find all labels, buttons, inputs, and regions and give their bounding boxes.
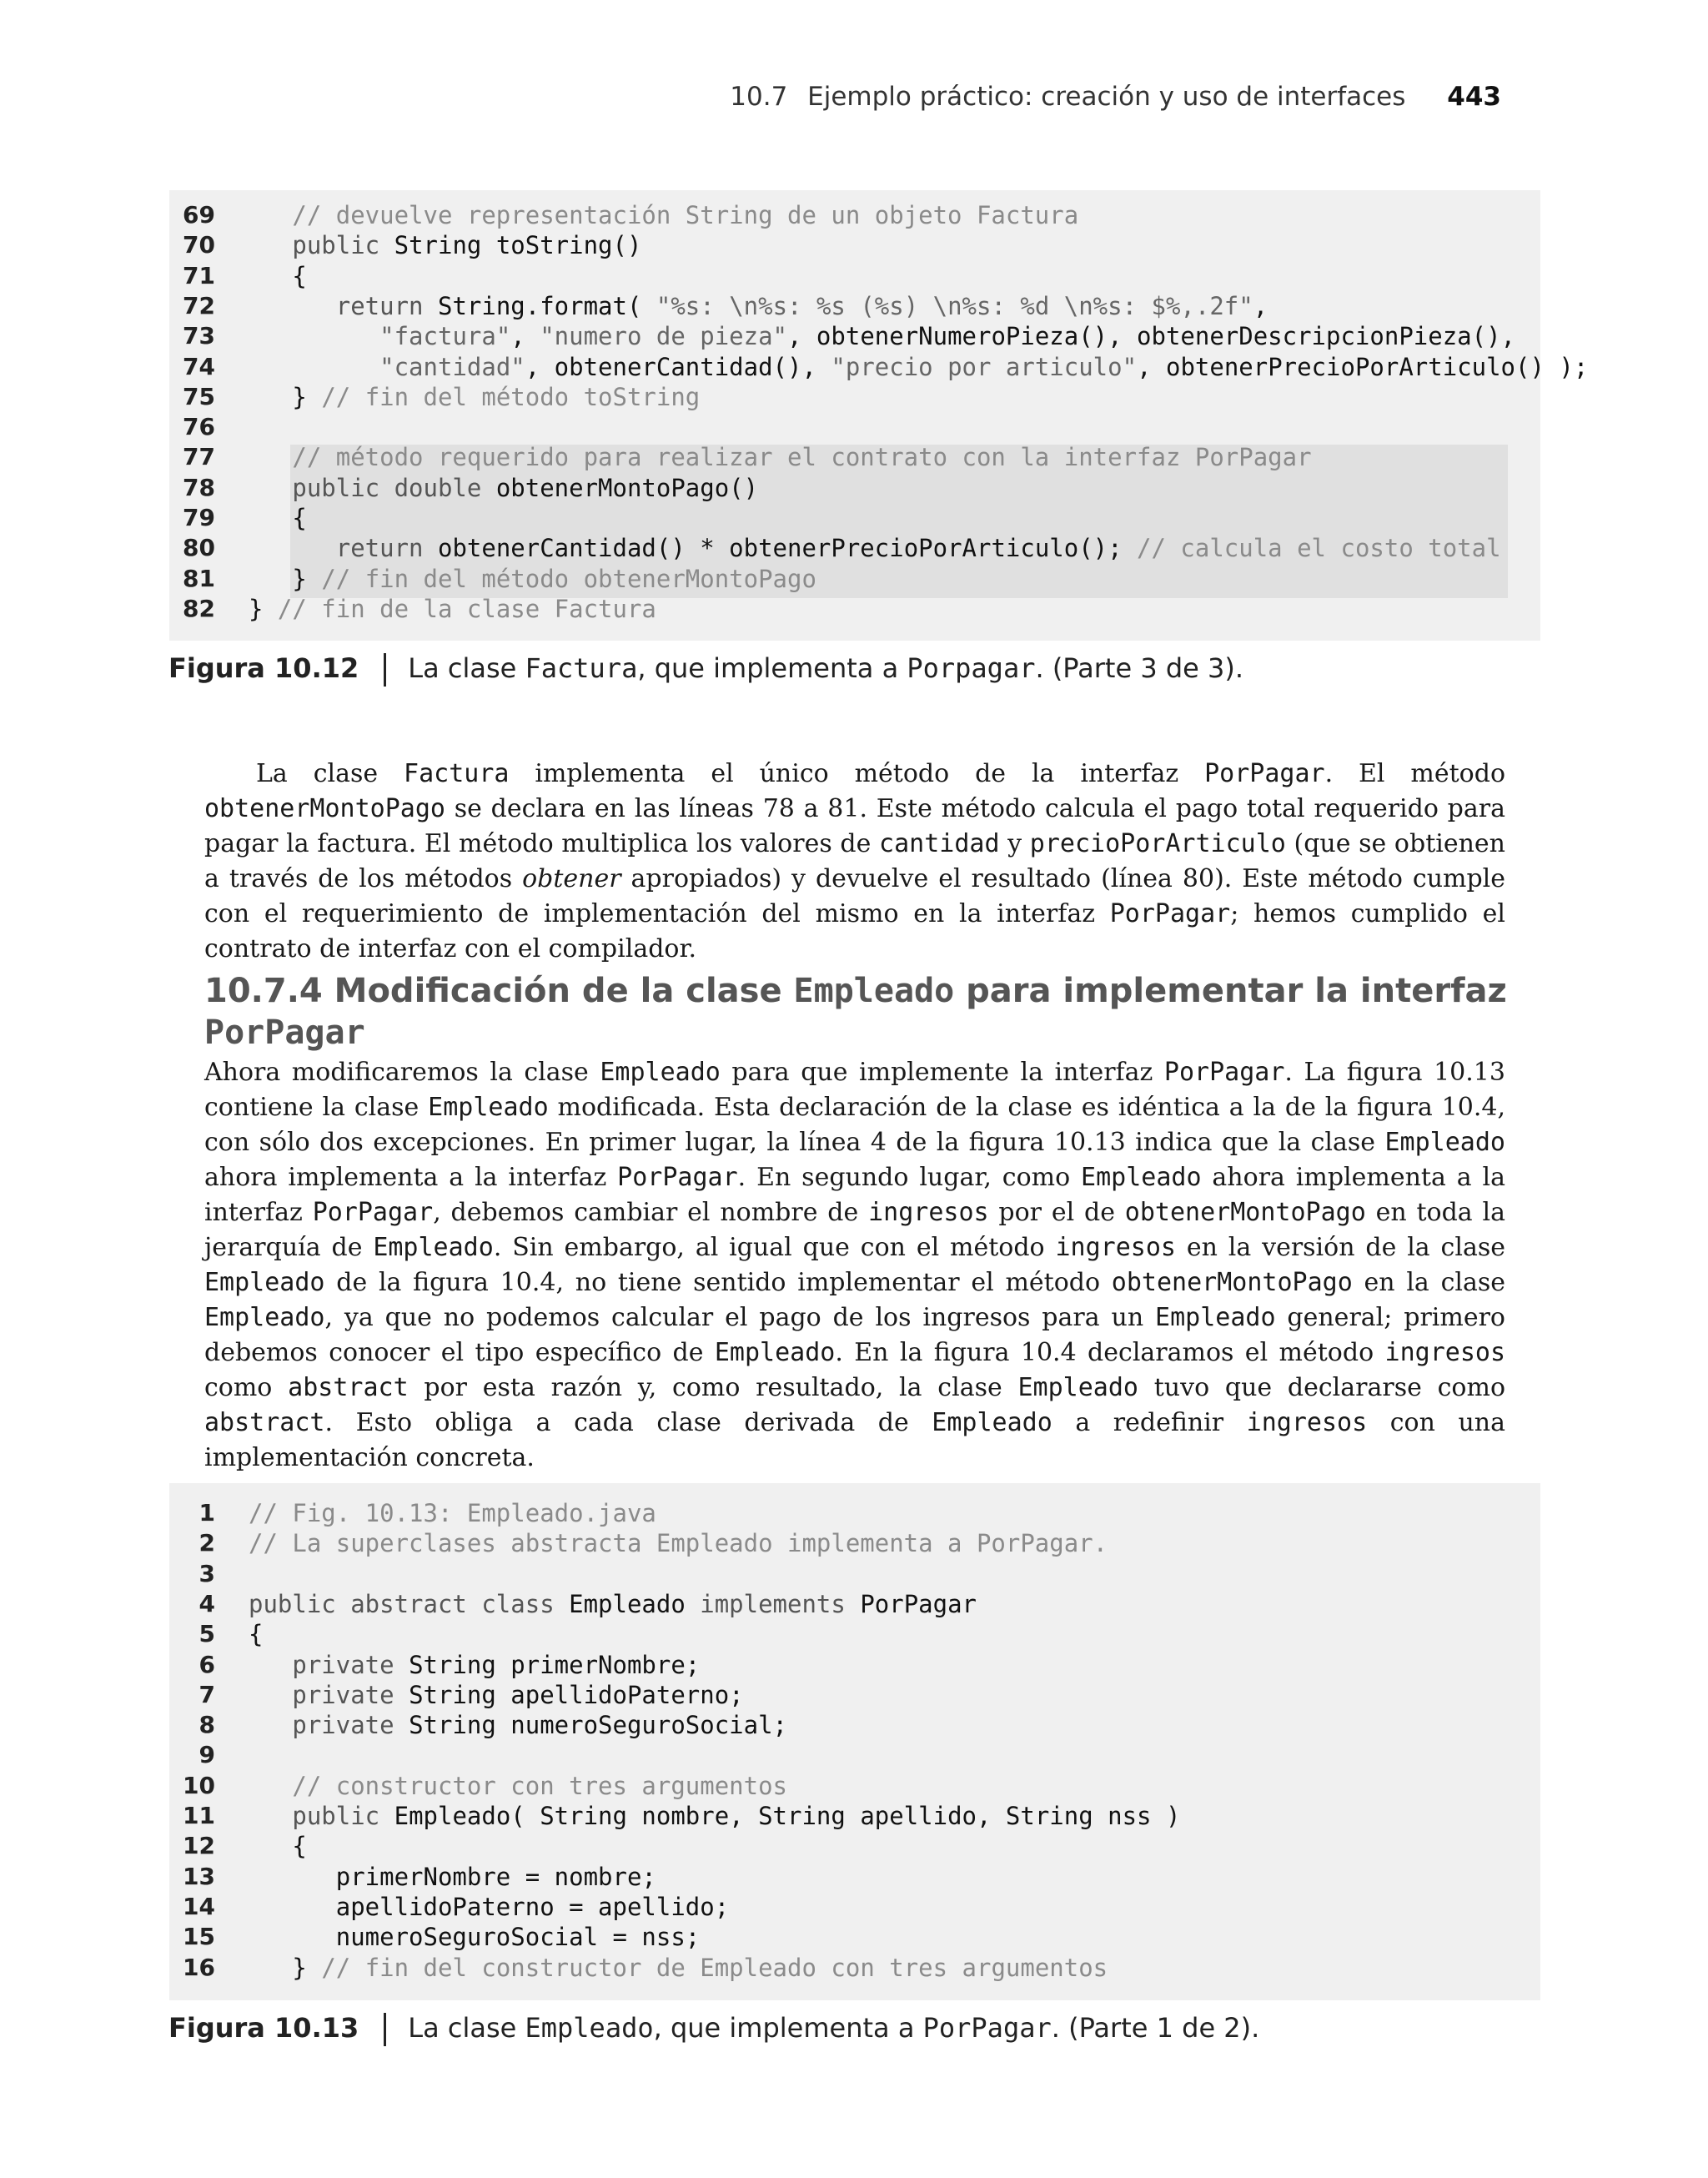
line-number: 1: [198, 1499, 215, 1527]
code-text: return String.format( "%s: \n%s: %s (%s) \n%s: %d \n%s: $%,.2f",: [249, 291, 1268, 320]
code-text: apellidoPaterno = apellido;: [249, 1892, 730, 1921]
line-number: 82: [183, 594, 215, 622]
line-number: 12: [183, 1832, 215, 1860]
code-line: [169, 1801, 1537, 1831]
code-line: [169, 1892, 1537, 1922]
code-text: } // fin del método obtenerMontoPago: [249, 564, 816, 593]
caption-divider: [384, 653, 386, 687]
code-line: [169, 594, 1537, 624]
line-number: 2: [198, 1529, 215, 1557]
code-line: [169, 291, 1537, 321]
code-line: [169, 1498, 1537, 1528]
figure-caption-10-12: Figura 10.12 La clase Factura, que implementa a Porpagar. (Parte 3 de 3).: [168, 652, 1243, 687]
code-line: [169, 1831, 1537, 1861]
code-line: [169, 230, 1537, 260]
code-line: [169, 200, 1537, 230]
line-number: 16: [183, 1953, 215, 1981]
code-text: {: [249, 1832, 307, 1861]
code-text: private String apellidoPaterno;: [249, 1680, 744, 1709]
body-paragraph-1: [204, 757, 1505, 967]
header-section-title: Ejemplo práctico: creación y uso de interfaces: [807, 82, 1406, 112]
line-number: 8: [198, 1711, 215, 1739]
line-number: 75: [183, 382, 215, 410]
line-number: 72: [183, 291, 215, 319]
paragraph-text: La clase Factura implementa el único método de la interfaz PorPagar. El método obtenerMontoPago se declara en las líneas 78 a 81. Este método calcula el pago total requerido para pagar la factura. El método multiplica los valores de cantidad y precioPorArticulo (que se obtienen a través de los métodos obtener apropiados) y devuelve el resultado (línea 80). Este método cumple con el requerimiento de implementación del mismo en la interfaz PorPagar; hemos cumplido el contrato de interfaz con el compilador.: [204, 759, 1506, 963]
code-text: // constructor con tres argumentos: [249, 1771, 788, 1800]
code-line: [169, 1953, 1537, 1983]
code-text: public Empleado( String nombre, String apellido, String nss ): [249, 1802, 1181, 1830]
page-number: 443: [1447, 82, 1501, 112]
figure-label: Figura 10.13: [168, 2012, 359, 2044]
line-number: 10: [183, 1771, 215, 1799]
line-number: 15: [183, 1923, 215, 1951]
code-text: // Fig. 10.13: Empleado.java: [249, 1499, 656, 1527]
code-text: public String toString(): [249, 231, 642, 260]
code-text: } // fin de la clase Factura: [249, 594, 656, 623]
line-number: 78: [183, 473, 215, 501]
figure-caption-10-13: Figura 10.13 La clase Empleado, que implementa a PorPagar. (Parte 1 de 2).: [168, 2012, 1259, 2046]
code-line: [169, 412, 1537, 442]
code-text: public double obtenerMontoPago(): [249, 473, 759, 502]
code-text: public abstract class Empleado implements PorPagar: [249, 1589, 977, 1618]
line-number: 14: [183, 1892, 215, 1920]
code-text: } // fin del método toString: [249, 382, 701, 411]
caption-divider: [384, 2013, 386, 2046]
code-text: "cantidad", obtenerCantidad(), "precio por articulo", obtenerPrecioPorArticulo() );: [379, 352, 1589, 381]
paragraph-text: Ahora modificaremos la clase Empleado para que implemente la interfaz PorPagar. La figura 10.13 contiene la clase Empleado modificada. Esta declaración de la clase es idéntica a la de la figura 10.4, con sólo dos excepciones. En primer lugar, la línea 4 de la figura 10.13 indica que la clase Empleado ahora implementa a la interfaz PorPagar. En segundo lugar, como Empleado ahora implementa a la interfaz PorPagar, debemos cambiar el nombre de ingresos por el de obtenerMontoPago en toda la jerarquía de Empleado. Sin embargo, al igual que con el método ingresos en la versión de la clase Empleado de la figura 10.4, no tiene sentido implementar el método obtenerMontoPago en la clase Empleado, ya que no podemos calcular el pago de los ingresos para un Empleado general; primero debemos conocer el tipo específico de Empleado. En la figura 10.4 declaramos el método ingresos como abstract por esta razón y, como resultado, la clase Empleado tuvo que declararse como abstract. Esto obliga a cada clase derivada de Empleado a redefinir ingresos con una implementación concreta.: [204, 1058, 1506, 1472]
code-text: numeroSeguroSocial = nss;: [249, 1923, 701, 1952]
line-number: 76: [183, 413, 215, 441]
line-number: 70: [183, 231, 215, 259]
code-text: {: [249, 261, 307, 290]
line-number: 79: [183, 504, 215, 531]
body-paragraph-2: [204, 1055, 1505, 1476]
code-line: [169, 1680, 1537, 1710]
code-text: primerNombre = nombre;: [249, 1862, 656, 1891]
line-number: 9: [198, 1741, 215, 1769]
code-line: [169, 473, 1537, 503]
line-number: 6: [198, 1650, 215, 1678]
line-number: 11: [183, 1802, 215, 1829]
line-number: 69: [183, 201, 215, 229]
code-line: [169, 1710, 1537, 1740]
code-text: return obtenerCantidad() * obtenerPrecioPorArticulo(); // calcula el costo total: [249, 534, 1501, 563]
line-number: 3: [198, 1559, 215, 1587]
code-line: [169, 382, 1537, 412]
code-text: // La superclases abstracta Empleado implementa a PorPagar.: [249, 1529, 1108, 1558]
code-text: // devuelve representación String de un objeto Factura: [249, 201, 1079, 229]
code-line: [169, 261, 1537, 291]
code-text: "factura", "numero de pieza", obtenerNumeroPieza(), obtenerDescripcionPieza(),: [379, 322, 1515, 351]
line-number: 80: [183, 534, 215, 562]
code-line: [169, 1922, 1537, 1952]
code-line: [169, 352, 1589, 382]
code-text: // método requerido para realizar el contrato con la interfaz PorPagar: [249, 443, 1312, 472]
header-section-number: 10.7: [730, 82, 788, 112]
code-line: [169, 321, 1537, 351]
code-listing-factura: [169, 190, 1589, 641]
code-listing-empleado: [169, 1483, 1540, 2000]
line-number: 4: [198, 1589, 215, 1617]
code-line: [169, 564, 1537, 594]
code-line: [169, 1862, 1537, 1892]
code-text: {: [249, 1620, 264, 1649]
code-line: [169, 503, 1537, 533]
code-text: {: [249, 504, 307, 532]
code-line: [169, 1619, 1537, 1649]
code-text: private String numeroSeguroSocial;: [249, 1711, 788, 1740]
code-line: [169, 442, 1537, 472]
code-line: [169, 1740, 1537, 1770]
line-number: 13: [183, 1862, 215, 1890]
code-line: [169, 1559, 1537, 1589]
line-number: 77: [183, 443, 215, 471]
line-number: 7: [198, 1680, 215, 1708]
code-line: [169, 1771, 1537, 1801]
code-line: [169, 1650, 1537, 1680]
code-text: } // fin del constructor de Empleado con tres argumentos: [249, 1953, 1108, 1982]
section-heading: 10.7.4 Modificación de la clase Empleado para implementar la interfaz PorPagar: [204, 972, 1507, 1052]
line-number: 71: [183, 261, 215, 289]
code-line: [169, 533, 1537, 563]
code-line: [169, 1589, 1537, 1619]
code-text: private String primerNombre;: [249, 1650, 701, 1679]
line-number: 74: [183, 352, 215, 380]
code-line: [169, 1528, 1537, 1558]
figure-label: Figura 10.12: [168, 652, 359, 684]
running-header: [730, 82, 1501, 112]
line-number: 81: [183, 564, 215, 592]
line-number: 73: [183, 322, 215, 350]
line-number: 5: [198, 1620, 215, 1648]
